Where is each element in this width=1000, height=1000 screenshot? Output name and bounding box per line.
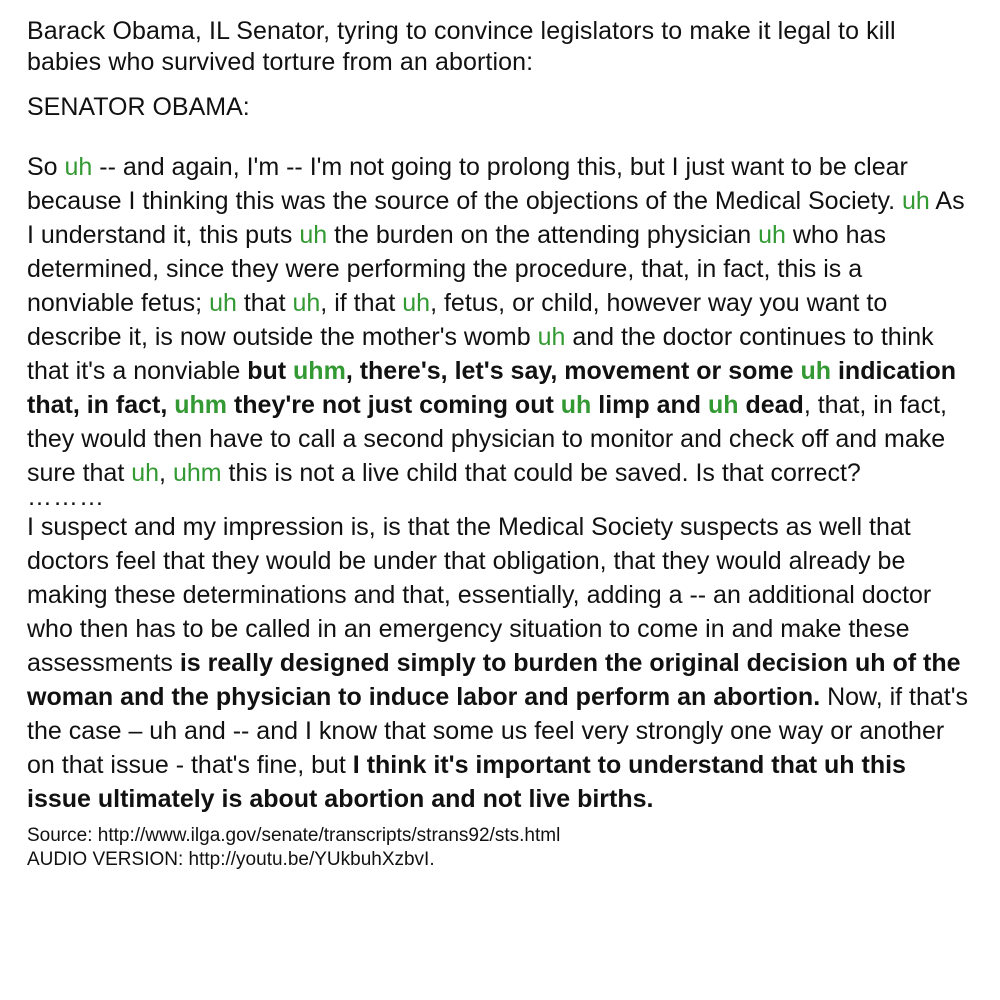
- transcript-segment: I suspect and my impression is, is that the Medical Society suspects as well that doctors feel that they would be under that obligation, that they would already be making these determinations and that, essentially, adding a -- an additional doctor who then has to be called in an emergency situation to come in and make these assessments: [27, 513, 932, 677]
- transcript-segment: is really designed simply to burden the original decision uh of the woman and the physician to induce labor and perform an abortion.: [27, 649, 961, 711]
- filler-word-highlight: uh: [800, 357, 832, 385]
- transcript-segment: As I understand it, this puts: [27, 187, 965, 249]
- audio-version-line: AUDIO VERSION: http://youtu.be/YUkbuhXzbvI.: [27, 849, 435, 870]
- transcript-segment: dead: [738, 391, 804, 419]
- filler-word-highlight: uh: [209, 289, 237, 317]
- transcript-segment: limp and: [591, 391, 708, 419]
- transcript-segment: So: [27, 153, 65, 181]
- transcript-segment: , there's, let's say, movement or some: [345, 357, 801, 385]
- filler-word-highlight: uh: [402, 289, 431, 317]
- transcript-segment: the burden on the attending physician: [327, 221, 759, 249]
- filler-word-highlight: uh: [292, 289, 321, 317]
- transcript-segment: I think it's important to understand that uh this issue ultimately is about abortion and not live births.: [27, 751, 906, 813]
- filler-word-highlight: uh: [537, 323, 566, 351]
- transcript-paragraph-2: [27, 510, 974, 816]
- transcript-segment: Now, if that's the case – uh and -- and I know that some us feel very strongly one way or another on that issue - that's fine, but: [27, 683, 969, 779]
- filler-word-highlight: uh: [902, 187, 930, 215]
- source-citation: [27, 824, 974, 872]
- filler-word-highlight: uh: [64, 153, 93, 181]
- transcript-segment: indication that, in fact,: [27, 357, 957, 419]
- transcript-segment: -- and again, I'm -- I'm not going to prolong this, but I just want to be clear because I thinking this was the source of the objections of the Medical Society.: [27, 153, 908, 215]
- speaker-label: SENATOR OBAMA:: [27, 93, 250, 121]
- filler-word-highlight: uh: [131, 459, 160, 487]
- transcript-segment: who has determined, since they were performing the procedure, that, in fact, this is a nonviable fetus;: [27, 221, 886, 317]
- transcript-segment: they're not just coming out: [227, 391, 561, 419]
- transcript-segment: and the doctor continues to think that it's a nonviable: [27, 323, 934, 385]
- transcript-segment: , fetus, or child, however way you want to describe it, is now outside the mother's womb: [27, 289, 888, 351]
- filler-word-highlight: uh: [560, 391, 592, 419]
- filler-word-highlight: uh: [707, 391, 739, 419]
- transcript-segment: ,: [159, 459, 173, 487]
- transcript-segment: that: [236, 289, 293, 317]
- filler-word-highlight: uhm: [293, 357, 346, 385]
- transcript-segment: , if that: [320, 289, 403, 317]
- transcript-segment: , that, in fact, they would then have to call a second physician to monitor and check off and make sure that: [27, 391, 947, 487]
- filler-word-highlight: uh: [758, 221, 786, 249]
- headline: Barack Obama, IL Senator, tyring to convince legislators to make it legal to kill babies who survived torture from an abortion:: [27, 17, 896, 76]
- filler-word-highlight: uh: [299, 221, 328, 249]
- transcript-paragraph-1: [27, 150, 974, 490]
- source-line: Source: http://www.ilga.gov/senate/transcripts/strans92/sts.html: [27, 825, 561, 846]
- filler-word-highlight: uhm: [174, 391, 228, 419]
- transcript-segment: this is not a live child that could be saved. Is that correct?: [221, 459, 861, 487]
- filler-word-highlight: uhm: [172, 459, 222, 487]
- transcript-segment: but: [247, 357, 294, 385]
- ellipsis-separator: ………: [27, 483, 105, 511]
